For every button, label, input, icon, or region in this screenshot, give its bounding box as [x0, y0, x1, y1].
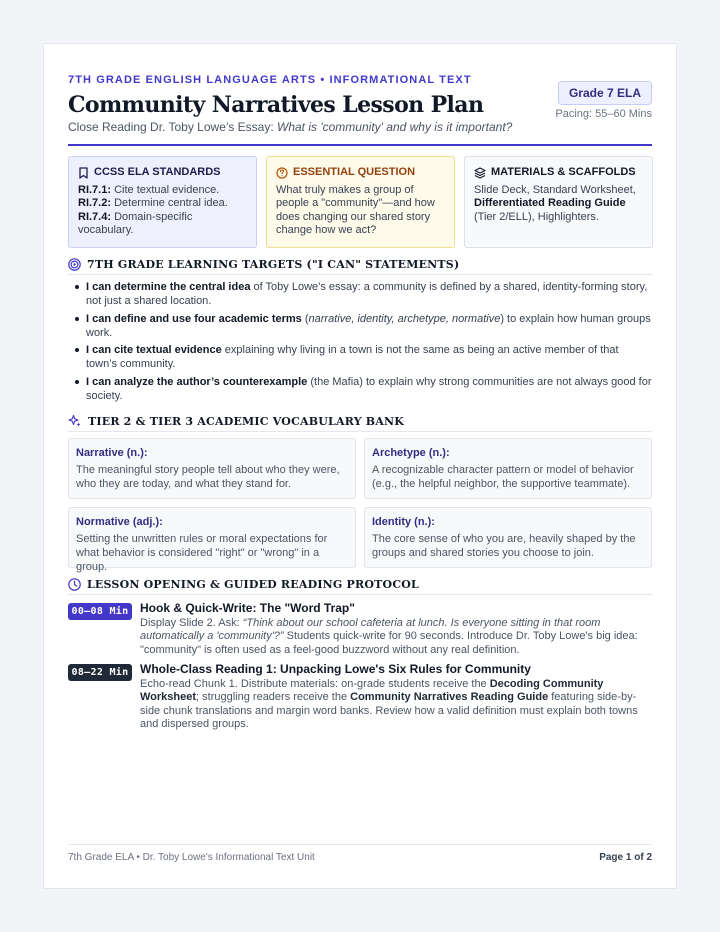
materials-text: Slide Deck, Standard Worksheet, Differentiated Reading Guide (Tier 2/ELL), Highlighters. — [474, 183, 636, 223]
standards-heading: CCSS ELA STANDARDS — [78, 166, 247, 180]
subtitle-prefix: Close Reading Dr. Toby Lowe’s Essay: — [68, 120, 277, 134]
vocab-card — [68, 507, 356, 573]
step-body: Hook & Quick-Write: The "Word Trap" Display Slide 2. Ask: “Think about our school cafeteria at lunch. Is everyone sitting in that room automatically a 'community'?” Students quick-write for 90 seconds. Introduce Dr. Toby Lowe's big idea: "community" is often used as a feel-good buzzword without any real definition. — [140, 602, 652, 657]
title-divider — [68, 144, 652, 146]
lesson-plan-page — [43, 43, 677, 889]
bookmark-icon — [78, 167, 89, 179]
vocab-definition: The meaningful story people tell about who they were, who they are today, and what they stand for. — [76, 464, 340, 490]
vocab-definition: The core sense of who you are, heavily shaped by the groups and shared stories you choose to join. — [372, 533, 636, 559]
pacing-label: Pacing: 55–60 Mins — [555, 108, 652, 120]
list-item: I can cite textual evidence explaining why living in a town is not the same as being an active member of that town’s community. — [86, 343, 652, 371]
essential-question-text: What truly makes a group of people a "community"—and how does changing our shared story change how we act? — [276, 183, 435, 236]
vocab-card — [68, 438, 356, 499]
protocol-step — [68, 602, 652, 657]
footer-unit: 7th Grade ELA • Dr. Toby Lowe's Informational Text Unit — [68, 852, 315, 863]
materials-card — [464, 156, 653, 248]
materials-heading: MATERIALS & SCAFFOLDS — [474, 166, 643, 180]
standard-item: RI.7.2: Determine central idea. — [78, 197, 228, 209]
learning-targets-heading: 7TH GRADE LEARNING TARGETS ("I CAN" STATEMENTS) — [68, 258, 652, 275]
layers-icon — [474, 167, 486, 179]
page-subtitle — [68, 120, 512, 134]
essential-question-card — [266, 156, 455, 248]
vocab-card — [364, 438, 652, 499]
vocab-term: Narrative (n.): — [76, 447, 148, 459]
target-icon — [68, 258, 81, 271]
sparkle-icon — [68, 414, 82, 428]
vocab-definition: A recognizable character pattern or model of behavior (e.g., the helpful neighbor, the supportive teammate). — [372, 464, 634, 490]
protocol-step — [68, 663, 652, 732]
standard-item: RI.7.4: Domain-specific vocabulary. — [78, 210, 193, 236]
list-item: I can analyze the author’s counterexample (the Mafia) to explain why strong communities are not always good for society. — [86, 375, 652, 402]
vocab-definition: Setting the unwritten rules or moral expectations for what behavior is considered "right" or "wrong" in a group. — [76, 533, 328, 573]
learning-targets-list — [86, 280, 652, 406]
standard-item: RI.7.1: Cite textual evidence. — [78, 183, 220, 196]
standards-card — [68, 156, 257, 248]
subtitle-question: What is 'community' and why is it important? — [277, 120, 513, 134]
step-body: Whole-Class Reading 1: Unpacking Lowe's Six Rules for Community Echo-read Chunk 1. Distribute materials: on-grade students receive the Decoding Community Worksheet; struggling readers receive the Community Narratives Reading Guide featuring side-by-side chunk translations and margin word banks. Review how a valid definition must explain both towns and dispersed groups. — [140, 663, 652, 732]
step-title: Whole-Class Reading 1: Unpacking Lowe's Six Rules for Community — [140, 662, 531, 676]
question-circle-icon — [276, 167, 288, 179]
course-kicker: 7TH GRADE ENGLISH LANGUAGE ARTS • INFORMATIONAL TEXT — [68, 74, 472, 86]
time-badge: 00–08 Min — [68, 603, 132, 620]
list-item: I can define and use four academic terms (narrative, identity, archetype, normative) to explain how human groups work. — [86, 312, 651, 339]
page-title: Community Narratives Lesson Plan — [68, 92, 484, 118]
footer-divider — [68, 844, 652, 845]
vocab-term: Normative (adj.): — [76, 516, 163, 528]
time-badge: 08–22 Min — [68, 664, 132, 681]
vocab-card — [364, 507, 652, 568]
essential-question-heading: ESSENTIAL QUESTION — [276, 166, 445, 180]
grade-badge: Grade 7 ELA — [558, 81, 652, 105]
page-number: Page 1 of 2 — [599, 852, 652, 863]
list-item: I can determine the central idea of Toby Lowe’s essay: a community is defined by a shared, identity-forming story, not just a shared location. — [86, 280, 652, 308]
vocab-term: Archetype (n.): — [372, 447, 450, 459]
clock-icon — [68, 578, 81, 591]
vocab-term: Identity (n.): — [372, 516, 435, 528]
step-title: Hook & Quick-Write: The "Word Trap" — [140, 601, 355, 615]
protocol-heading: LESSON OPENING & GUIDED READING PROTOCOL — [68, 578, 652, 595]
vocabulary-heading: TIER 2 & TIER 3 ACADEMIC VOCABULARY BANK — [68, 414, 652, 432]
